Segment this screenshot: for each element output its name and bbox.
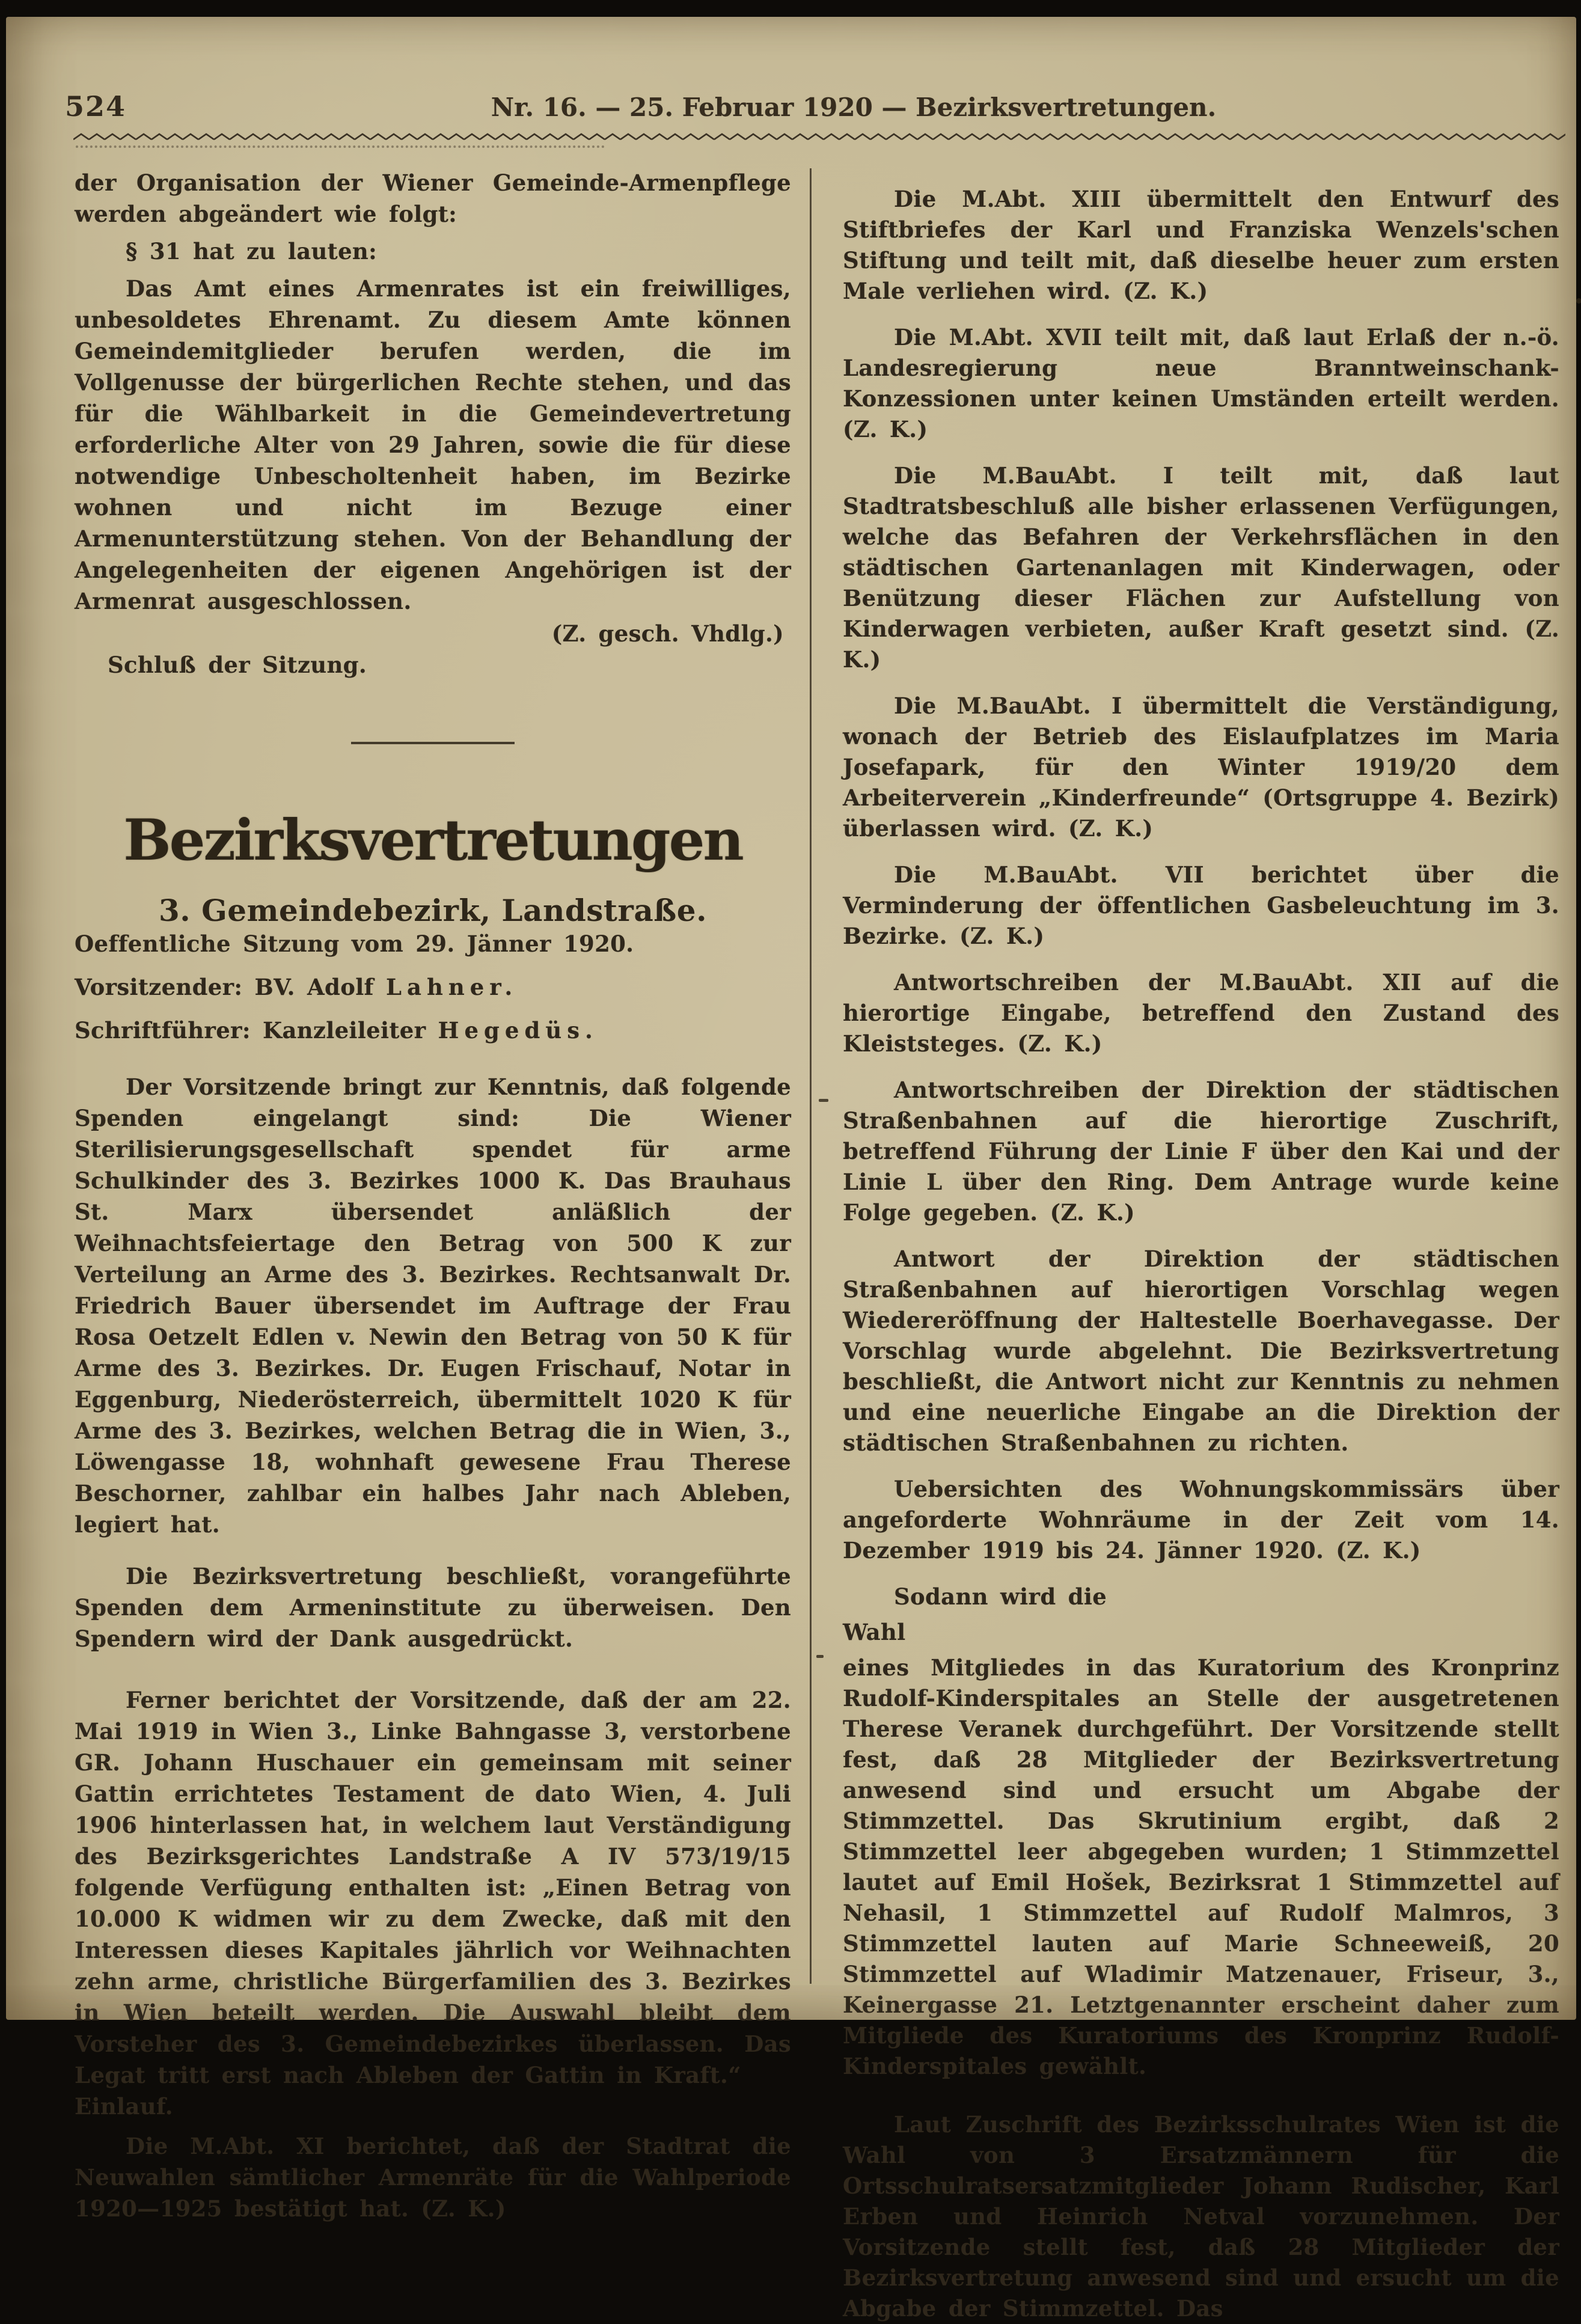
section-heading: Bezirksvertretungen (123, 807, 742, 873)
wahl-heading: Wahl (843, 1619, 906, 1645)
right-column (843, 167, 1559, 2324)
chairman-name: Lahner. (385, 974, 518, 1001)
header-title: Nr. 16. — 25. Februar 1920 — Bezirksvertretungen. (491, 93, 1217, 122)
page-number: 524 (65, 90, 127, 123)
paragraph-entry: Die M.Abt. XIII übermittelt den Entwurf des Stiftbriefes der Karl und Franziska Wenzels'schen Stiftung und teilt mit, daß dieselbe heuer zum ersten Male verliehen wird. (Z. K.) (843, 186, 1559, 304)
paragraph-donations: Der Vorsitzende bringt zur Kenntnis, daß folgende Spenden eingelangt sind: Die Wiener Sterilisierungsgesellschaft spendet für arme Schulkinder des 3. Bezirkes 1000 K. Das Brauhaus St. Marx übersendet anläßlich der Weihnachtsfeiertage den Betrag von 500 K zur Verteilung an Arme des 3. Bezirkes. Rechtsanwalt Dr. Friedrich Bauer übersendet im Auftrage der Frau Rosa Oetzelt Edlen v. Newin den Betrag von 50 K für Arme des 3. Bezirkes. Dr. Eugen Frischauf, Notar in Eggenburg, Niederösterreich, übermittelt 1020 K für Arme des 3. Bezirkes, welchen Betrag die in Wien, 3., Löwengasse 18, wohnhaft gewesene Frau Therese Beschorner, zahlbar ein halbes Jahr nach Ableben, legiert hat. (75, 1074, 791, 1538)
einlauf-heading: Einlauf. (75, 2093, 173, 2120)
paragraph-resolution: Die Bezirksvertretung beschließt, vorangeführte Spenden dem Armeninstitute zu überweisen. Den Spendern wird der Dank ausgedrückt. (75, 1563, 791, 1653)
paragraph-entry: Die M.BauAbt. VII berichtet über die Verminderung der öffentlichen Gasbeleuchtung im 3. Bezirke. (Z. K.) (843, 861, 1559, 949)
section-separator-rule (351, 742, 515, 744)
secretary-line (75, 1015, 791, 1046)
chairman-prefix: Vorsitzender: BV. Adolf (75, 974, 386, 1001)
scanned-gazette-page (6, 17, 1576, 2322)
paragraph-testament: Ferner berichtet der Vorsitzende, daß der am 22. Mai 1919 in Wien 3., Linke Bahngasse 3, verstorbene GR. Johann Huschauer ein gemeinsam mit seiner Gattin errichtetes Testament de dato Wien, 4. Juli 1906 hinterlassen hat, in welchem laut Verständigung des Bezirksgerichtes Landstraße A IV 573/19/15 folgende Verfügung enthalten ist: „Einen Betrag von 10.000 K widmen wir zu dem Zwecke, daß mit den Interessen dieses Kapitales jährlich vor Weihnachten zehn arme, christliche Bürgerfamilien des 3. Bezirkes in Wien beteilt werden. Die Auswahl bleibt dem Vorsteher des 3. Gemeindebezirkes überlassen. Das Legat tritt erst nach Ableben der Gattin in Kraft.“ (75, 1687, 791, 2089)
closing-line: Schluß der Sitzung. (108, 652, 367, 678)
ink-speck (1576, 298, 1581, 304)
dotted-rule (76, 145, 605, 148)
paragraph-continuation: der Organisation der Wiener Gemeinde-Armenpflege werden abgeändert wie folgt: (75, 170, 791, 227)
paragraph-entry: Die M.BauAbt. I teilt mit, daß laut Stadtratsbeschluß alle bisher erlassenen Verfügungen, welche das Befahren der Verkehrsflächen in den städtischen Gartenanlagen mit Kinderwagen, oder Benützung dieser Flächen zur Aufstellung von Kinderwagen verbieten, außer Kraft gesetzt sind. (Z. K.) (843, 462, 1559, 673)
paragraph-school-board: Laut Zuschrift des Bezirksschulrates Wien ist die Wahl von 3 Ersatzmännern für die Ortsschulratsersatzmitglieder Johann Rudischer, Karl Erben und Heinrich Netval vorzunehmen. Der Vorsitzende stellt fest, daß 28 Mitglieder der Bezirksvertretung anwesend sind und ersucht um die Abgabe der Stimmzettel. Das (843, 2111, 1559, 2322)
session-subtitle: Oeffentliche Sitzung vom 29. Jänner 1920. (75, 931, 634, 958)
ink-speck (816, 1655, 824, 1658)
paragraph-entry: Antwort der Direktion der städtischen Straßenbahnen auf hierortigen Vorschlag wegen Wiedereröffnung der Haltestelle Boerhavegasse. Der Vorschlag wurde abgelehnt. Die Bezirksvertretung beschließt, die Antwort nicht zur Kenntnis zu nehmen und eine neuerliche Eingabe an die Direktion der städtischen Straßenbahnen zu richten. (843, 1246, 1559, 1456)
chairman-line (75, 971, 791, 1003)
paragraph-entry: Uebersichten des Wohnungskommissärs über angeforderte Wohnräume in der Zeit vom 14. Dezember 1919 bis 24. Jänner 1920. (Z. K.) (843, 1476, 1559, 1564)
paragraph-entry: Die M.Abt. XVII teilt mit, daß laut Erlaß der n.-ö. Landesregierung neue Branntweinschank-Konzessionen unter keinen Umständen erteilt werden. (Z. K.) (843, 324, 1559, 442)
secretary-name: Hegedüs. (438, 1017, 598, 1044)
paragraph-section-line: § 31 hat zu lauten: (126, 238, 378, 265)
column-divider (810, 168, 812, 1984)
secretary-prefix: Schriftführer: Kanzleileiter (75, 1017, 438, 1044)
district-heading: 3. Gemeindebezirk, Landstraße. (159, 893, 707, 929)
ink-speck (819, 1099, 828, 1102)
paragraph-entry: Antwortschreiben der Direktion der städtischen Straßenbahnen auf die hierortige Zuschrift, betreffend Führung der Linie F über den Kai und der Linie L über den Ring. Dem Antrage wurde keine Folge gegeben. (Z. K.) (843, 1077, 1559, 1226)
paragraph-statute: Das Amt eines Armenrates ist ein freiwilliges, unbesoldetes Ehrenamt. Zu diesem Amte können Gemeindemitglieder berufen werden, die im Vollgenusse der bürgerlichen Rechte stehen, und das für die Wählbarkeit in die Gemeindevertretung erforderliche Alter von 29 Jahren, sowie die für diese notwendige Unbescholtenheit haben, im Bezirke wohnen und nicht im Bezuge einer Armenunterstützung stehen. Von der Behandlung der Angelegenheiten der eigenen Angehörigen ist der Armenrat ausgeschlossen. (75, 275, 791, 614)
zigzag-rule (73, 132, 1565, 143)
paragraph-entry: Antwortschreiben der M.BauAbt. XII auf die hierortige Eingabe, betreffend den Zustand des Kleiststeges. (Z. K.) (843, 969, 1559, 1057)
paragraph-einlauf: Die M.Abt. XI berichtet, daß der Stadtrat die Neuwahlen sämtlicher Armenräte für die Wahlperiode 1920—1925 bestätigt hat. (Z. K.) (75, 2133, 791, 2222)
paragraph-entry: Die M.BauAbt. I übermittelt die Verständigung, wonach der Betrieb des Eislaufplatzes im Maria Josefapark, für den Winter 1919/20 dem Arbeiterverein „Kinderfreunde“ (Ortsgruppe 4. Bezirk) überlassen wird. (Z. K.) (843, 693, 1559, 842)
left-column (75, 167, 791, 2224)
paragraph-election: eines Mitgliedes in das Kuratorium des Kronprinz Rudolf-Kinderspitales an Stelle der ausgetretenen Therese Veranek durchgeführt. Der Vorsitzende stellt fest, daß 28 Mitglieder der Bezirksvertretung anwesend sind und ersucht um Abgabe der Stimmzettel. Das Skrutinium ergibt, daß 2 Stimmzettel leer abgegeben wurden; 1 Stimmzettel lautet auf Emil Hošek, Bezirksrat 1 Stimmzettel auf Nehasil, 1 Stimmzettel auf Rudolf Malmros, 3 Stimmzettel lauten auf Marie Schneeweiß, 20 Stimmzettel auf Wladimir Matzenauer, Friseur, 3., Keinergasse 21. Letztgenannter erscheint daher zum Mitgliede des Kuratoriums des Kronprinz Rudolf-Kinderspitales gewählt. (843, 1654, 1559, 2079)
signature-note: (Z. gesch. Vhdlg.) (551, 620, 784, 647)
transition-line: Sodann wird die (894, 1583, 1107, 1610)
